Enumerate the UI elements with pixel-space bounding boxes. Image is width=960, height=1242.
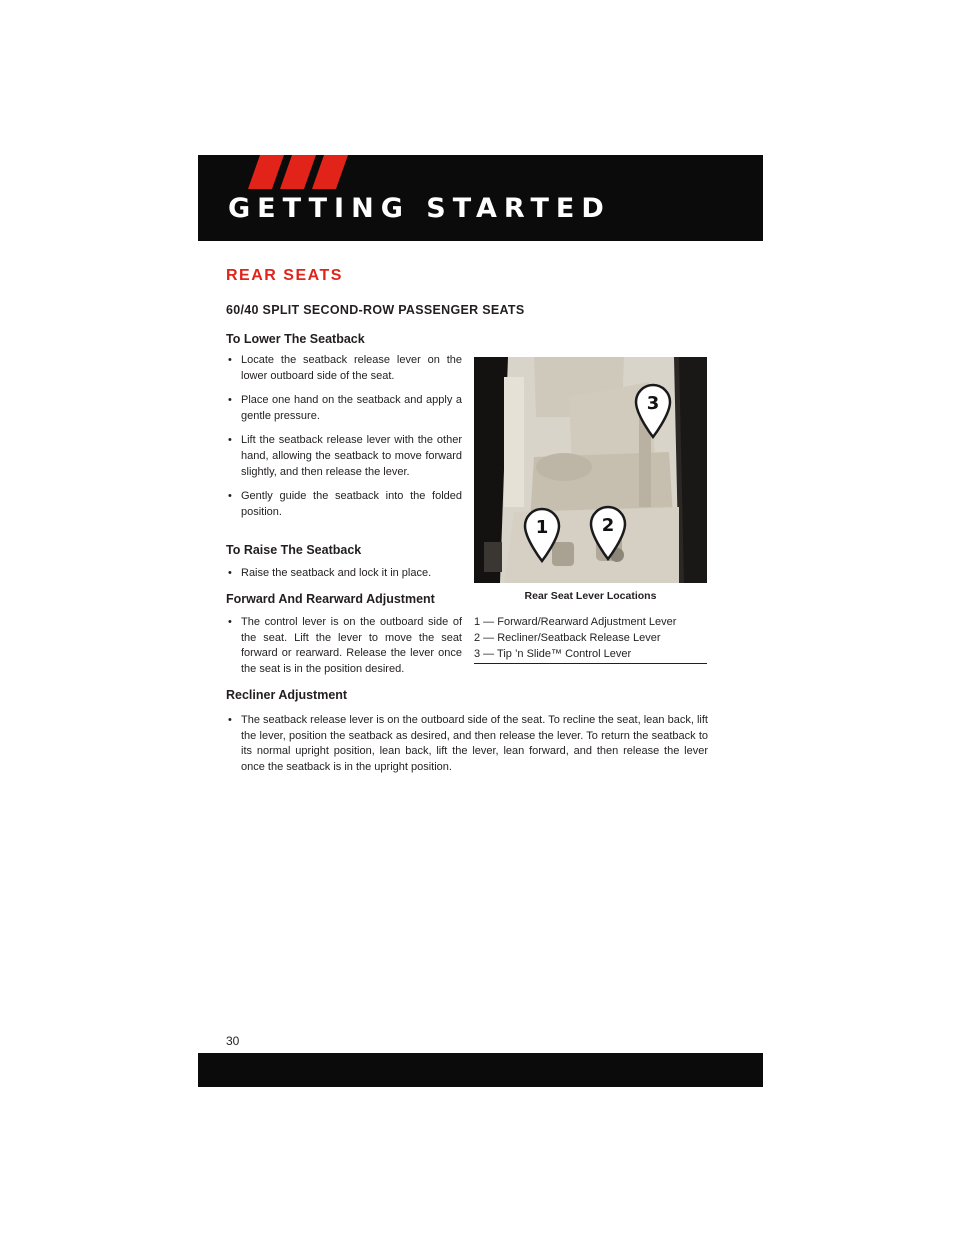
marker-2-label: 2 xyxy=(601,515,615,536)
rear-seat-photo xyxy=(474,357,707,583)
heading-raise-seatback: To Raise The Seatback xyxy=(226,543,362,557)
legend-item: 3 — Tip ’n Slide™ Control Lever xyxy=(474,648,632,660)
forward-rearward-list xyxy=(226,615,462,686)
legend-item: 1 — Forward/Rearward Adjustment Lever xyxy=(474,616,677,628)
list-item: • Lift the seatback release lever with the other hand, allowing the seatback to move forward slightly, and then release the lever. xyxy=(226,433,462,480)
footer-bar xyxy=(198,1053,763,1087)
marker-1-icon xyxy=(522,507,562,563)
heading-lower-seatback: To Lower The Seatback xyxy=(226,332,365,346)
list-item: • Gently guide the seatback into the folded position. xyxy=(226,489,462,520)
recliner-list xyxy=(226,713,708,784)
section-title: REAR SEATS xyxy=(226,267,343,284)
lower-seatback-list xyxy=(226,353,462,529)
list-item: • Place one hand on the seatback and apply a gentle pressure. xyxy=(226,393,462,424)
list-item: • The seatback release lever is on the outboard side of the seat. To recline the seat, lean back, lift the lever, position the seatback as desired, and then release the lever. To return the seatback to its normal upright position, lean back, lift the lever, lean forward, and then release the lever once the seatback is in the upright position. xyxy=(226,713,708,775)
chapter-header xyxy=(198,155,763,241)
marker-3-icon xyxy=(633,383,673,439)
list-item: • Raise the seatback and lock it in place. xyxy=(226,566,462,582)
page-number: 30 xyxy=(226,1034,240,1048)
list-item: • The control lever is on the outboard side of the seat. Lift the lever to move the seat forward or rearward. Release the lever once the seat is in the position desired. xyxy=(226,615,462,677)
heading-recliner: Recliner Adjustment xyxy=(226,688,348,702)
chapter-title: GETTING STARTED xyxy=(228,193,611,224)
figure-legend xyxy=(474,614,707,664)
subsection-title: 60/40 SPLIT SECOND-ROW PASSENGER SEATS xyxy=(226,303,525,317)
heading-forward-rearward: Forward And Rearward Adjustment xyxy=(226,592,435,606)
figure-caption: Rear Seat Lever Locations xyxy=(524,590,657,602)
list-item: • Locate the seatback release lever on the lower outboard side of the seat. xyxy=(226,353,462,384)
legend-item: 2 — Recliner/Seatback Release Lever xyxy=(474,632,661,644)
marker-3-label: 3 xyxy=(646,393,660,414)
marker-2-icon xyxy=(588,505,628,561)
marker-1-label: 1 xyxy=(535,517,549,538)
racing-stripes-logo xyxy=(248,155,348,189)
raise-seatback-list xyxy=(226,566,462,591)
